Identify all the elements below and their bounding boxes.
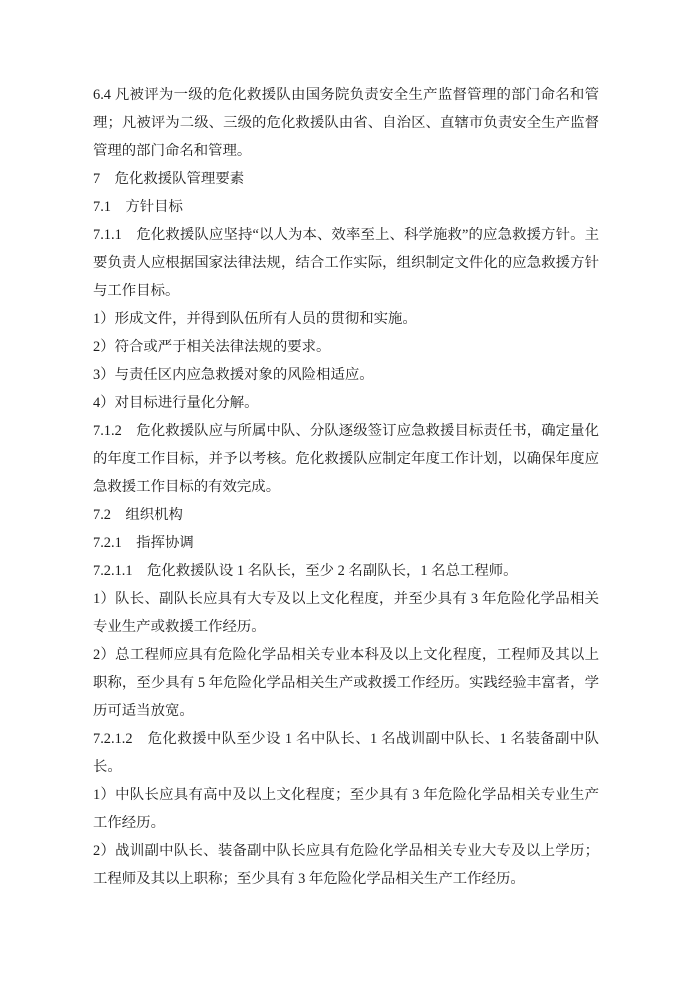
- heading-7-2-1: 7.2.1 指挥协调: [93, 535, 194, 551]
- clause-7-1-1: 7.1.1 危化救援队应坚持“以人为本、效率至上、科学施救”的应急救援方针。主要负责人应根据国家法律法规，结合工作实际，组织制定文件化的应急救援方针与工作目标。: [93, 227, 599, 299]
- clause-7-2-1-1: 7.2.1.1 危化救援队设 1 名队长，至少 2 名副队长，1 名总工程师。: [93, 563, 518, 579]
- list-item-7-2-1-2-1: 1）中队长应具有高中及以上文化程度；至少具有 3 年危险化学品相关专业生产工作经历。: [93, 787, 599, 831]
- list-item-7-1-1-3: 3）与责任区内应急救援对象的风险相适应。: [93, 367, 374, 383]
- clause-7-1-2: 7.1.2 危化救援队应与所属中队、分队逐级签订应急救援目标责任书，确定量化的年度工作目标，并予以考核。危化救援队应制定年度工作计划，以确保年度应急救援工作目标的有效完成。: [93, 423, 599, 495]
- list-item-7-1-1-4: 4）对目标进行量化分解。: [93, 395, 259, 411]
- heading-7-2: 7.2 组织机构: [93, 507, 183, 523]
- heading-7: 7 危化救援队管理要素: [93, 171, 245, 187]
- list-item-7-1-1-1: 1）形成文件，并得到队伍所有人员的贯彻和实施。: [93, 311, 417, 327]
- list-item-7-2-1-1-1: 1）队长、副队长应具有大专及以上文化程度，并至少具有 3 年危险化学品相关专业生产或救援工作经历。: [93, 591, 599, 635]
- clause-7-2-1-2: 7.2.1.2 危化救援中队至少设 1 名中队长、1 名战训副中队长、1 名装备副中队长。: [93, 731, 599, 775]
- clause-6-4: 6.4 凡被评为一级的危化救援队由国务院负责安全生产监督管理的部门命名和管理；凡被评为二级、三级的危化救援队由省、自治区、直辖市负责安全生产监督管理的部门命名和管理。: [93, 87, 599, 159]
- heading-7-1: 7.1 方针目标: [93, 199, 183, 215]
- list-item-7-2-1-2-2: 2）战训副中队长、装备副中队长应具有危险化学品相关专业大专及以上学历；工程师及其以上职称；至少具有 3 年危险化学品相关生产工作经历。: [93, 843, 599, 887]
- document-body: [93, 81, 599, 893]
- list-item-7-2-1-1-2: 2）总工程师应具有危险化学品相关专业本科及以上文化程度，工程师及其以上职称，至少具有 5 年危险化学品相关生产或救援工作经历。实践经验丰富者，学历可适当放宽。: [93, 647, 599, 719]
- list-item-7-1-1-2: 2）符合或严于相关法律法规的要求。: [93, 339, 331, 355]
